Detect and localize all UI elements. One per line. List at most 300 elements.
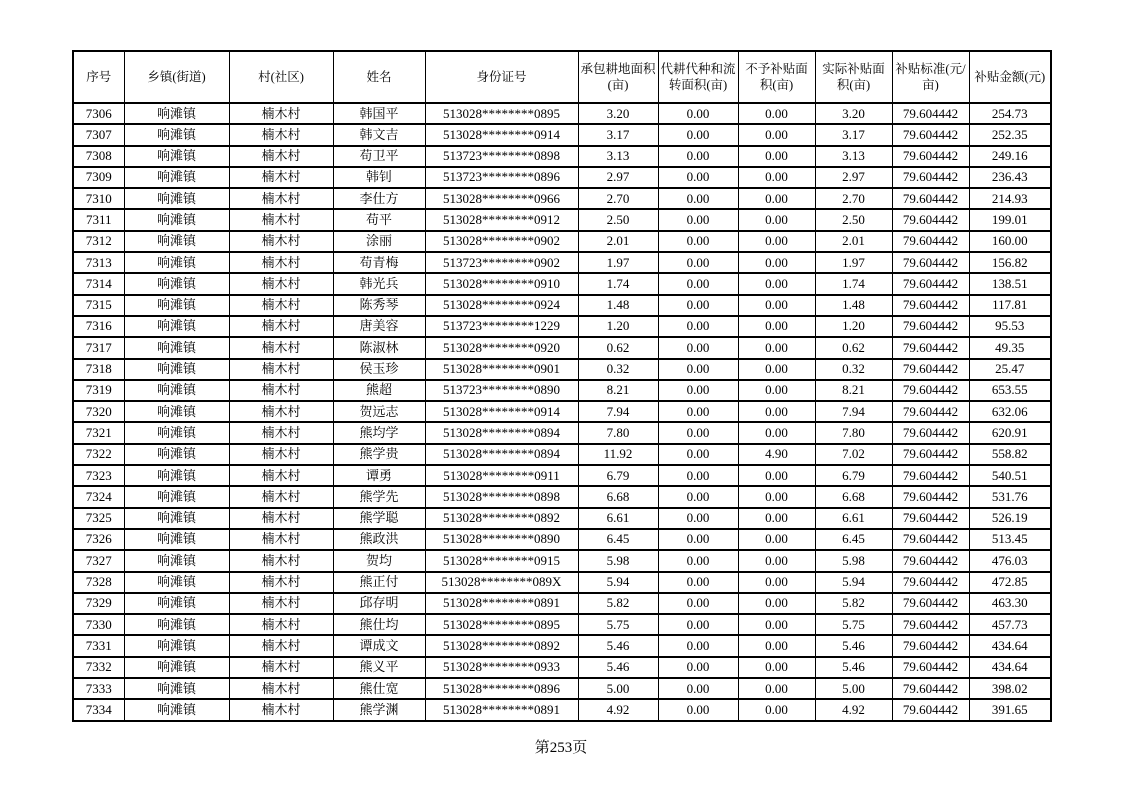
table-cell: 2.70 xyxy=(815,188,892,209)
table-cell: 0.00 xyxy=(658,486,738,507)
table-cell: 4.92 xyxy=(815,699,892,720)
table-cell: 79.604442 xyxy=(892,167,969,188)
table-cell: 苟青梅 xyxy=(333,252,425,273)
table-cell: 11.92 xyxy=(578,444,658,465)
table-cell: 0.00 xyxy=(658,252,738,273)
table-cell: 1.74 xyxy=(578,273,658,294)
table-cell: 7.94 xyxy=(578,401,658,422)
table-cell: 熊学聪 xyxy=(333,508,425,529)
table-cell: 楠木村 xyxy=(229,614,333,635)
column-header: 不予补贴面积(亩) xyxy=(738,51,815,103)
table-cell: 楠木村 xyxy=(229,167,333,188)
table-cell: 7.80 xyxy=(578,422,658,443)
table-cell: 79.604442 xyxy=(892,359,969,380)
table-cell: 响滩镇 xyxy=(124,529,229,550)
table-cell: 楠木村 xyxy=(229,550,333,571)
table-cell: 236.43 xyxy=(969,167,1051,188)
table-cell: 214.93 xyxy=(969,188,1051,209)
table-cell: 0.00 xyxy=(738,359,815,380)
table-cell: 0.00 xyxy=(738,699,815,720)
table-cell: 0.00 xyxy=(738,508,815,529)
table-cell: 唐美容 xyxy=(333,316,425,337)
table-cell: 7322 xyxy=(73,444,124,465)
table-cell: 响滩镇 xyxy=(124,465,229,486)
table-cell: 79.604442 xyxy=(892,401,969,422)
table-cell: 响滩镇 xyxy=(124,337,229,358)
table-cell: 响滩镇 xyxy=(124,593,229,614)
table-cell: 6.68 xyxy=(815,486,892,507)
table-cell: 涂丽 xyxy=(333,231,425,252)
table-cell: 0.00 xyxy=(738,593,815,614)
table-cell: 513028********0898 xyxy=(425,486,578,507)
table-row xyxy=(73,380,1051,401)
table-cell: 响滩镇 xyxy=(124,231,229,252)
table-cell: 513028********0894 xyxy=(425,444,578,465)
column-header: 补贴标准(元/亩) xyxy=(892,51,969,103)
table-cell: 0.00 xyxy=(738,401,815,422)
table-cell: 632.06 xyxy=(969,401,1051,422)
table-cell: 0.00 xyxy=(658,593,738,614)
table-cell: 侯玉珍 xyxy=(333,359,425,380)
table-cell: 熊超 xyxy=(333,380,425,401)
table-cell: 5.75 xyxy=(815,614,892,635)
table-cell: 响滩镇 xyxy=(124,422,229,443)
table-row xyxy=(73,529,1051,550)
table-cell: 3.20 xyxy=(815,103,892,124)
table-cell: 1.97 xyxy=(815,252,892,273)
table-cell: 79.604442 xyxy=(892,316,969,337)
table-cell: 7324 xyxy=(73,486,124,507)
table-cell: 79.604442 xyxy=(892,209,969,230)
table-cell: 0.00 xyxy=(738,188,815,209)
table-cell: 7311 xyxy=(73,209,124,230)
table-cell: 513028********0894 xyxy=(425,422,578,443)
column-header: 乡镇(街道) xyxy=(124,51,229,103)
table-cell: 513028********0891 xyxy=(425,593,578,614)
table-cell: 0.00 xyxy=(658,188,738,209)
table-cell: 513028********0910 xyxy=(425,273,578,294)
table-cell: 响滩镇 xyxy=(124,635,229,656)
table-cell: 79.604442 xyxy=(892,529,969,550)
table-cell: 0.00 xyxy=(658,422,738,443)
table-cell: 楠木村 xyxy=(229,657,333,678)
table-cell: 响滩镇 xyxy=(124,444,229,465)
table-cell: 0.00 xyxy=(658,167,738,188)
table-row xyxy=(73,699,1051,720)
table-cell: 0.00 xyxy=(738,635,815,656)
table-cell: 79.604442 xyxy=(892,444,969,465)
table-cell: 79.604442 xyxy=(892,699,969,720)
table-cell: 79.604442 xyxy=(892,124,969,145)
table-cell: 0.00 xyxy=(658,678,738,699)
table-row xyxy=(73,593,1051,614)
table-cell: 7316 xyxy=(73,316,124,337)
table-cell: 7308 xyxy=(73,146,124,167)
table-cell: 0.00 xyxy=(658,359,738,380)
table-cell: 7325 xyxy=(73,508,124,529)
table-cell: 457.73 xyxy=(969,614,1051,635)
table-cell: 响滩镇 xyxy=(124,401,229,422)
table-cell: 79.604442 xyxy=(892,273,969,294)
table-cell: 8.21 xyxy=(578,380,658,401)
table-cell: 1.97 xyxy=(578,252,658,273)
table-cell: 0.00 xyxy=(738,657,815,678)
table-cell: 楠木村 xyxy=(229,486,333,507)
table-cell: 0.00 xyxy=(738,295,815,316)
table-cell: 6.45 xyxy=(578,529,658,550)
table-cell: 陈淑林 xyxy=(333,337,425,358)
table-cell: 楠木村 xyxy=(229,465,333,486)
table-cell: 513028********0915 xyxy=(425,550,578,571)
table-cell: 0.00 xyxy=(738,209,815,230)
table-cell: 楠木村 xyxy=(229,422,333,443)
table-cell: 楠木村 xyxy=(229,359,333,380)
column-header: 姓名 xyxy=(333,51,425,103)
table-cell: 653.55 xyxy=(969,380,1051,401)
table-cell: 434.64 xyxy=(969,657,1051,678)
table-cell: 1.20 xyxy=(578,316,658,337)
table-row xyxy=(73,572,1051,593)
table-cell: 熊学贵 xyxy=(333,444,425,465)
table-cell: 响滩镇 xyxy=(124,188,229,209)
table-cell: 7.02 xyxy=(815,444,892,465)
table-cell: 6.79 xyxy=(578,465,658,486)
table-cell: 5.98 xyxy=(578,550,658,571)
table-cell: 谭成文 xyxy=(333,635,425,656)
table-cell: 5.00 xyxy=(578,678,658,699)
table-cell: 79.604442 xyxy=(892,635,969,656)
table-cell: 李仕方 xyxy=(333,188,425,209)
table-header-row xyxy=(73,51,1051,103)
table-cell: 1.74 xyxy=(815,273,892,294)
table-cell: 响滩镇 xyxy=(124,209,229,230)
table-row xyxy=(73,614,1051,635)
table-cell: 513028********0933 xyxy=(425,657,578,678)
table-row xyxy=(73,508,1051,529)
table-cell: 响滩镇 xyxy=(124,295,229,316)
table-cell: 138.51 xyxy=(969,273,1051,294)
table-cell: 79.604442 xyxy=(892,103,969,124)
table-row xyxy=(73,124,1051,145)
table-cell: 贺远志 xyxy=(333,401,425,422)
table-cell: 476.03 xyxy=(969,550,1051,571)
table-cell: 韩文吉 xyxy=(333,124,425,145)
table-cell: 252.35 xyxy=(969,124,1051,145)
table-cell: 7321 xyxy=(73,422,124,443)
table-cell: 响滩镇 xyxy=(124,486,229,507)
table-cell: 楠木村 xyxy=(229,252,333,273)
table-cell: 79.604442 xyxy=(892,508,969,529)
table-cell: 熊正付 xyxy=(333,572,425,593)
table-cell: 513028********0966 xyxy=(425,188,578,209)
table-cell: 5.82 xyxy=(578,593,658,614)
table-row xyxy=(73,167,1051,188)
table-cell: 楠木村 xyxy=(229,593,333,614)
table-cell: 513028********0914 xyxy=(425,124,578,145)
table-cell: 25.47 xyxy=(969,359,1051,380)
table-cell: 513028********0892 xyxy=(425,508,578,529)
table-cell: 6.61 xyxy=(578,508,658,529)
table-cell: 0.00 xyxy=(738,678,815,699)
table-row xyxy=(73,252,1051,273)
table-cell: 熊均学 xyxy=(333,422,425,443)
table-cell: 79.604442 xyxy=(892,465,969,486)
table-cell: 513723********0896 xyxy=(425,167,578,188)
table-row xyxy=(73,444,1051,465)
table-cell: 0.00 xyxy=(658,401,738,422)
table-cell: 2.97 xyxy=(578,167,658,188)
table-cell: 响滩镇 xyxy=(124,614,229,635)
table-cell: 199.01 xyxy=(969,209,1051,230)
table-row xyxy=(73,657,1051,678)
table-cell: 3.17 xyxy=(815,124,892,145)
table-cell: 0.00 xyxy=(738,273,815,294)
table-cell: 邱存明 xyxy=(333,593,425,614)
table-cell: 0.00 xyxy=(738,380,815,401)
table-cell: 7314 xyxy=(73,273,124,294)
table-cell: 79.604442 xyxy=(892,380,969,401)
table-cell: 楠木村 xyxy=(229,635,333,656)
table-cell: 6.68 xyxy=(578,486,658,507)
table-cell: 0.00 xyxy=(658,273,738,294)
table-row xyxy=(73,678,1051,699)
table-cell: 526.19 xyxy=(969,508,1051,529)
table-cell: 7310 xyxy=(73,188,124,209)
table-cell: 3.20 xyxy=(578,103,658,124)
table-cell: 0.00 xyxy=(738,550,815,571)
table-cell: 513028********0914 xyxy=(425,401,578,422)
table-cell: 4.92 xyxy=(578,699,658,720)
table-cell: 4.90 xyxy=(738,444,815,465)
table-cell: 楠木村 xyxy=(229,337,333,358)
table-cell: 苟平 xyxy=(333,209,425,230)
table-cell: 513028********0911 xyxy=(425,465,578,486)
table-cell: 95.53 xyxy=(969,316,1051,337)
table-cell: 391.65 xyxy=(969,699,1051,720)
table-cell: 7318 xyxy=(73,359,124,380)
table-cell: 5.98 xyxy=(815,550,892,571)
table-cell: 434.64 xyxy=(969,635,1051,656)
table-cell: 513028********0890 xyxy=(425,529,578,550)
table-cell: 7323 xyxy=(73,465,124,486)
table-row xyxy=(73,465,1051,486)
table-cell: 响滩镇 xyxy=(124,167,229,188)
table-cell: 5.94 xyxy=(815,572,892,593)
table-cell: 6.45 xyxy=(815,529,892,550)
table-cell: 558.82 xyxy=(969,444,1051,465)
table-cell: 513028********0896 xyxy=(425,678,578,699)
table-cell: 79.604442 xyxy=(892,550,969,571)
table-cell: 513028********0891 xyxy=(425,699,578,720)
table-cell: 2.50 xyxy=(578,209,658,230)
table-cell: 2.01 xyxy=(578,231,658,252)
table-cell: 79.604442 xyxy=(892,593,969,614)
table-cell: 熊政洪 xyxy=(333,529,425,550)
table-cell: 79.604442 xyxy=(892,295,969,316)
table-cell: 79.604442 xyxy=(892,572,969,593)
table-cell: 楠木村 xyxy=(229,146,333,167)
table-cell: 7312 xyxy=(73,231,124,252)
table-cell: 0.00 xyxy=(738,252,815,273)
table-cell: 熊仕均 xyxy=(333,614,425,635)
table-cell: 响滩镇 xyxy=(124,124,229,145)
table-cell: 513028********089X xyxy=(425,572,578,593)
table-cell: 160.00 xyxy=(969,231,1051,252)
table-cell: 0.00 xyxy=(658,699,738,720)
table-cell: 7319 xyxy=(73,380,124,401)
table-row xyxy=(73,295,1051,316)
table-cell: 响滩镇 xyxy=(124,103,229,124)
table-cell: 513.45 xyxy=(969,529,1051,550)
table-cell: 0.00 xyxy=(738,316,815,337)
table-row xyxy=(73,188,1051,209)
table-cell: 熊仕宽 xyxy=(333,678,425,699)
table-cell: 79.604442 xyxy=(892,252,969,273)
table-cell: 7.80 xyxy=(815,422,892,443)
table-cell: 楠木村 xyxy=(229,529,333,550)
table-cell: 513723********1229 xyxy=(425,316,578,337)
table-cell: 7309 xyxy=(73,167,124,188)
table-cell: 79.604442 xyxy=(892,337,969,358)
table-cell: 响滩镇 xyxy=(124,572,229,593)
table-cell: 7326 xyxy=(73,529,124,550)
table-row xyxy=(73,209,1051,230)
table-cell: 5.46 xyxy=(578,657,658,678)
table-cell: 0.00 xyxy=(658,103,738,124)
table-cell: 7327 xyxy=(73,550,124,571)
table-cell: 贺均 xyxy=(333,550,425,571)
table-cell: 响滩镇 xyxy=(124,699,229,720)
table-cell: 5.82 xyxy=(815,593,892,614)
column-header: 实际补贴面积(亩) xyxy=(815,51,892,103)
table-cell: 513028********0895 xyxy=(425,614,578,635)
table-cell: 0.00 xyxy=(658,465,738,486)
table-row xyxy=(73,486,1051,507)
table-row xyxy=(73,550,1051,571)
table-cell: 0.00 xyxy=(658,444,738,465)
table-cell: 0.62 xyxy=(578,337,658,358)
table-cell: 398.02 xyxy=(969,678,1051,699)
table-cell: 楠木村 xyxy=(229,316,333,337)
column-header: 代耕代种和流转面积(亩) xyxy=(658,51,738,103)
table-cell: 0.00 xyxy=(738,465,815,486)
table-cell: 7.94 xyxy=(815,401,892,422)
table-cell: 0.00 xyxy=(658,231,738,252)
table-cell: 陈秀琴 xyxy=(333,295,425,316)
table-cell: 79.604442 xyxy=(892,678,969,699)
table-cell: 7320 xyxy=(73,401,124,422)
table-cell: 楠木村 xyxy=(229,231,333,252)
table-cell: 响滩镇 xyxy=(124,359,229,380)
table-cell: 0.32 xyxy=(815,359,892,380)
table-cell: 0.00 xyxy=(658,295,738,316)
table-cell: 79.604442 xyxy=(892,614,969,635)
page-number: 第253页 xyxy=(534,740,588,756)
table-cell: 3.13 xyxy=(815,146,892,167)
table-cell: 513028********0901 xyxy=(425,359,578,380)
table-cell: 0.00 xyxy=(738,146,815,167)
table-cell: 0.00 xyxy=(658,529,738,550)
table-cell: 谭勇 xyxy=(333,465,425,486)
table-cell: 2.97 xyxy=(815,167,892,188)
table-cell: 79.604442 xyxy=(892,188,969,209)
table-cell: 156.82 xyxy=(969,252,1051,273)
table-cell: 0.00 xyxy=(658,508,738,529)
table-cell: 楠木村 xyxy=(229,124,333,145)
table-cell: 楠木村 xyxy=(229,295,333,316)
table-cell: 响滩镇 xyxy=(124,273,229,294)
table-row xyxy=(73,316,1051,337)
table-cell: 0.00 xyxy=(738,103,815,124)
table-cell: 韩钊 xyxy=(333,167,425,188)
table-cell: 513723********0890 xyxy=(425,380,578,401)
table-cell: 0.00 xyxy=(658,550,738,571)
table-cell: 531.76 xyxy=(969,486,1051,507)
table-header xyxy=(73,51,1051,103)
table-cell: 3.13 xyxy=(578,146,658,167)
table-cell: 熊学先 xyxy=(333,486,425,507)
table-cell: 楠木村 xyxy=(229,188,333,209)
table-cell: 响滩镇 xyxy=(124,657,229,678)
table-row xyxy=(73,359,1051,380)
table-cell: 楠木村 xyxy=(229,401,333,422)
table-cell: 5.75 xyxy=(578,614,658,635)
table-cell: 5.46 xyxy=(815,635,892,656)
table-cell: 8.21 xyxy=(815,380,892,401)
table-cell: 79.604442 xyxy=(892,231,969,252)
table-cell: 0.32 xyxy=(578,359,658,380)
table-cell: 7306 xyxy=(73,103,124,124)
table-cell: 响滩镇 xyxy=(124,146,229,167)
table-cell: 楠木村 xyxy=(229,103,333,124)
table-cell: 韩光兵 xyxy=(333,273,425,294)
table-cell: 0.00 xyxy=(738,486,815,507)
table-cell: 0.00 xyxy=(658,657,738,678)
table-cell: 513028********0892 xyxy=(425,635,578,656)
table-cell: 254.73 xyxy=(969,103,1051,124)
table-cell: 0.00 xyxy=(738,337,815,358)
table-cell: 513723********0898 xyxy=(425,146,578,167)
table-cell: 3.17 xyxy=(578,124,658,145)
table-cell: 响滩镇 xyxy=(124,678,229,699)
table-cell: 楠木村 xyxy=(229,209,333,230)
table-cell: 5.46 xyxy=(578,635,658,656)
table-cell: 2.01 xyxy=(815,231,892,252)
table-cell: 5.94 xyxy=(578,572,658,593)
table-cell: 0.00 xyxy=(658,209,738,230)
table-cell: 楠木村 xyxy=(229,444,333,465)
table-cell: 79.604442 xyxy=(892,657,969,678)
table-cell: 5.46 xyxy=(815,657,892,678)
table-cell: 0.00 xyxy=(738,572,815,593)
table-cell: 0.00 xyxy=(658,124,738,145)
table-cell: 响滩镇 xyxy=(124,550,229,571)
table-cell: 2.50 xyxy=(815,209,892,230)
table-cell: 0.00 xyxy=(658,635,738,656)
table-body xyxy=(73,103,1051,721)
table-row xyxy=(73,231,1051,252)
column-header: 承包耕地面积(亩) xyxy=(578,51,658,103)
table-cell: 响滩镇 xyxy=(124,252,229,273)
table-cell: 0.00 xyxy=(658,337,738,358)
table-cell: 7333 xyxy=(73,678,124,699)
table-cell: 0.00 xyxy=(738,422,815,443)
table-cell: 7307 xyxy=(73,124,124,145)
table-row xyxy=(73,103,1051,124)
column-header: 村(社区) xyxy=(229,51,333,103)
table-cell: 7330 xyxy=(73,614,124,635)
column-header: 补贴金额(元) xyxy=(969,51,1051,103)
